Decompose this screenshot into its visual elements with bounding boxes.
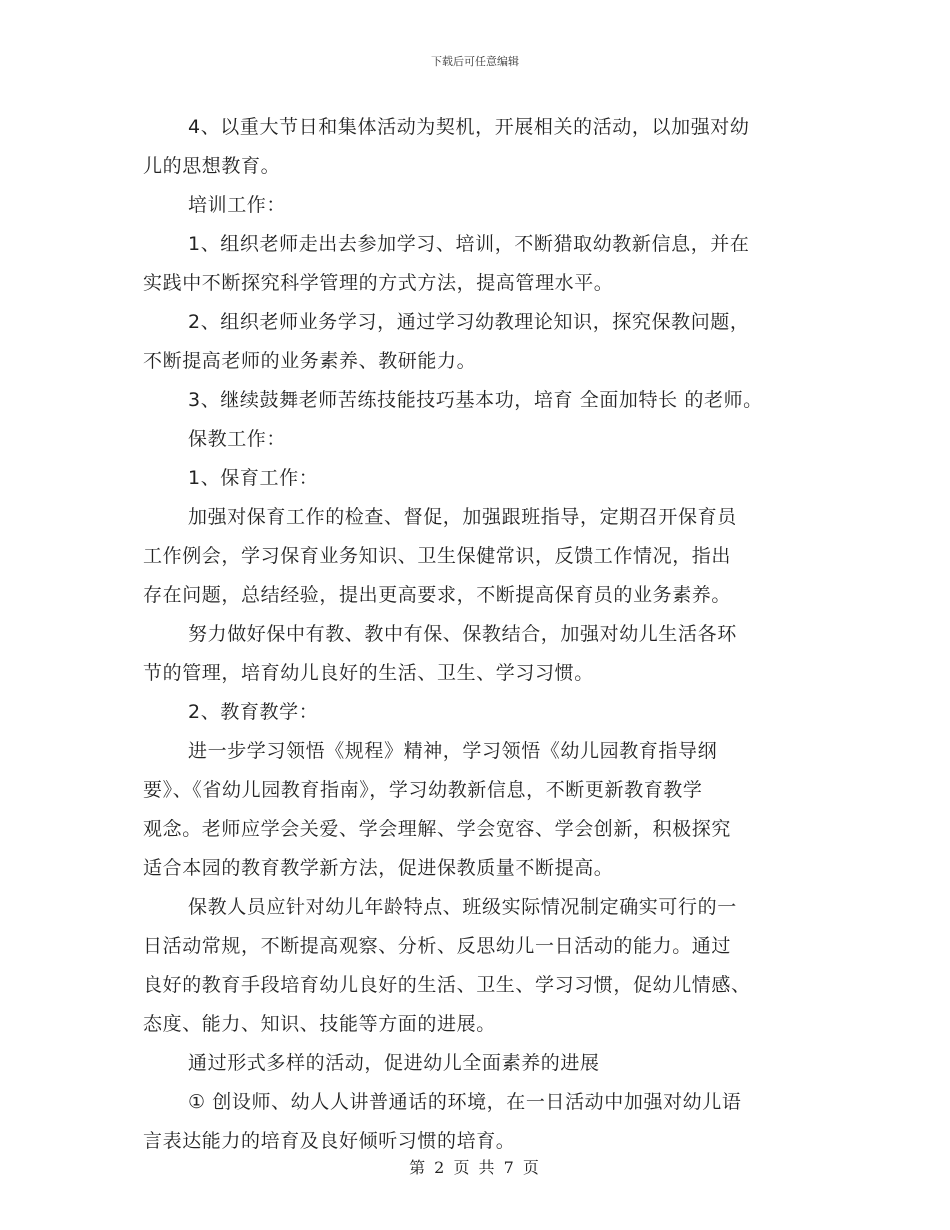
- text-line: 实践中不断探究科学管理的方式方法，提高管理水平。: [143, 272, 614, 294]
- text-line: 通过形式多样的活动，促进幼儿全面素养的进展: [188, 1052, 600, 1074]
- text-line: 要》、《省幼儿园教育指南》，学习幼教新信息，不断更新教育教学: [143, 779, 703, 801]
- text-line: ① 创设师、幼人人讲普通话的环境，在一日活动中加强对幼儿语: [188, 1091, 742, 1113]
- text-line: 言表达能力的培育及良好倾听习惯的培育。: [143, 1130, 516, 1152]
- text-line: 儿的思想教育。: [143, 155, 281, 177]
- text-line: 工作例会，学习保育业务知识、卫生保健常识，反馈工作情况，指出: [143, 545, 732, 567]
- text-line: 不断提高老师的业务素养、教研能力。: [143, 350, 477, 372]
- text-line: 存在问题，总结经验，提出更高要求，不断提高保育员的业务素养。: [143, 584, 732, 606]
- text-line: 1、组织老师走出去参加学习、培训，不断猎取幼教新信息，并在: [188, 233, 750, 255]
- text-line: 日活动常规，不断提高观察、分析、反思幼儿一日活动的能力。通过: [143, 935, 732, 957]
- text-line: 加强对保育工作的检查、督促，加强跟班指导，定期召开保育员: [188, 506, 737, 528]
- text-line: 观念。老师应学会关爱、学会理解、学会宽容、学会创新，积极探究: [143, 818, 732, 840]
- text-line: 进一步学习领悟《规程》精神，学习领悟《幼儿园教育指导纲: [188, 740, 718, 762]
- text-line: 培训工作：: [188, 194, 287, 216]
- text-line: 4、以重大节日和集体活动为契机，开展相关的活动，以加强对幼: [188, 116, 750, 138]
- text-line: 2、教育教学：: [188, 701, 319, 723]
- document-body: [143, 108, 823, 1161]
- page-number: 第 2 页 共 7 页: [409, 1158, 541, 1177]
- text-line: 3、继续鼓舞老师苦练技能技巧基本功，培育 全面加特长 的老师。: [188, 389, 763, 411]
- text-line: 保教人员应针对幼儿年龄特点、班级实际情况制定确实可行的一: [188, 896, 737, 918]
- text-line: 态度、能力、知识、技能等方面的进展。: [143, 1013, 496, 1035]
- text-line: 保教工作：: [188, 428, 287, 450]
- text-line: 节的管理，培育幼儿良好的生活、卫生、学习习惯。: [143, 662, 594, 684]
- page-header-note: 下载后可任意编辑: [431, 55, 519, 68]
- text-line: 良好的教育手段培育幼儿良好的生活、卫生、学习习惯，促幼儿情感、: [143, 974, 751, 996]
- text-line: 1、保育工作：: [188, 467, 319, 489]
- text-line: 努力做好保中有教、教中有保、保教结合，加强对幼儿生活各环: [188, 623, 737, 645]
- text-line: 适合本园的教育教学新方法，促进保教质量不断提高。: [143, 857, 614, 879]
- text-line: 2、组织老师业务学习，通过学习幼教理论知识，探究保教问题，: [188, 311, 750, 333]
